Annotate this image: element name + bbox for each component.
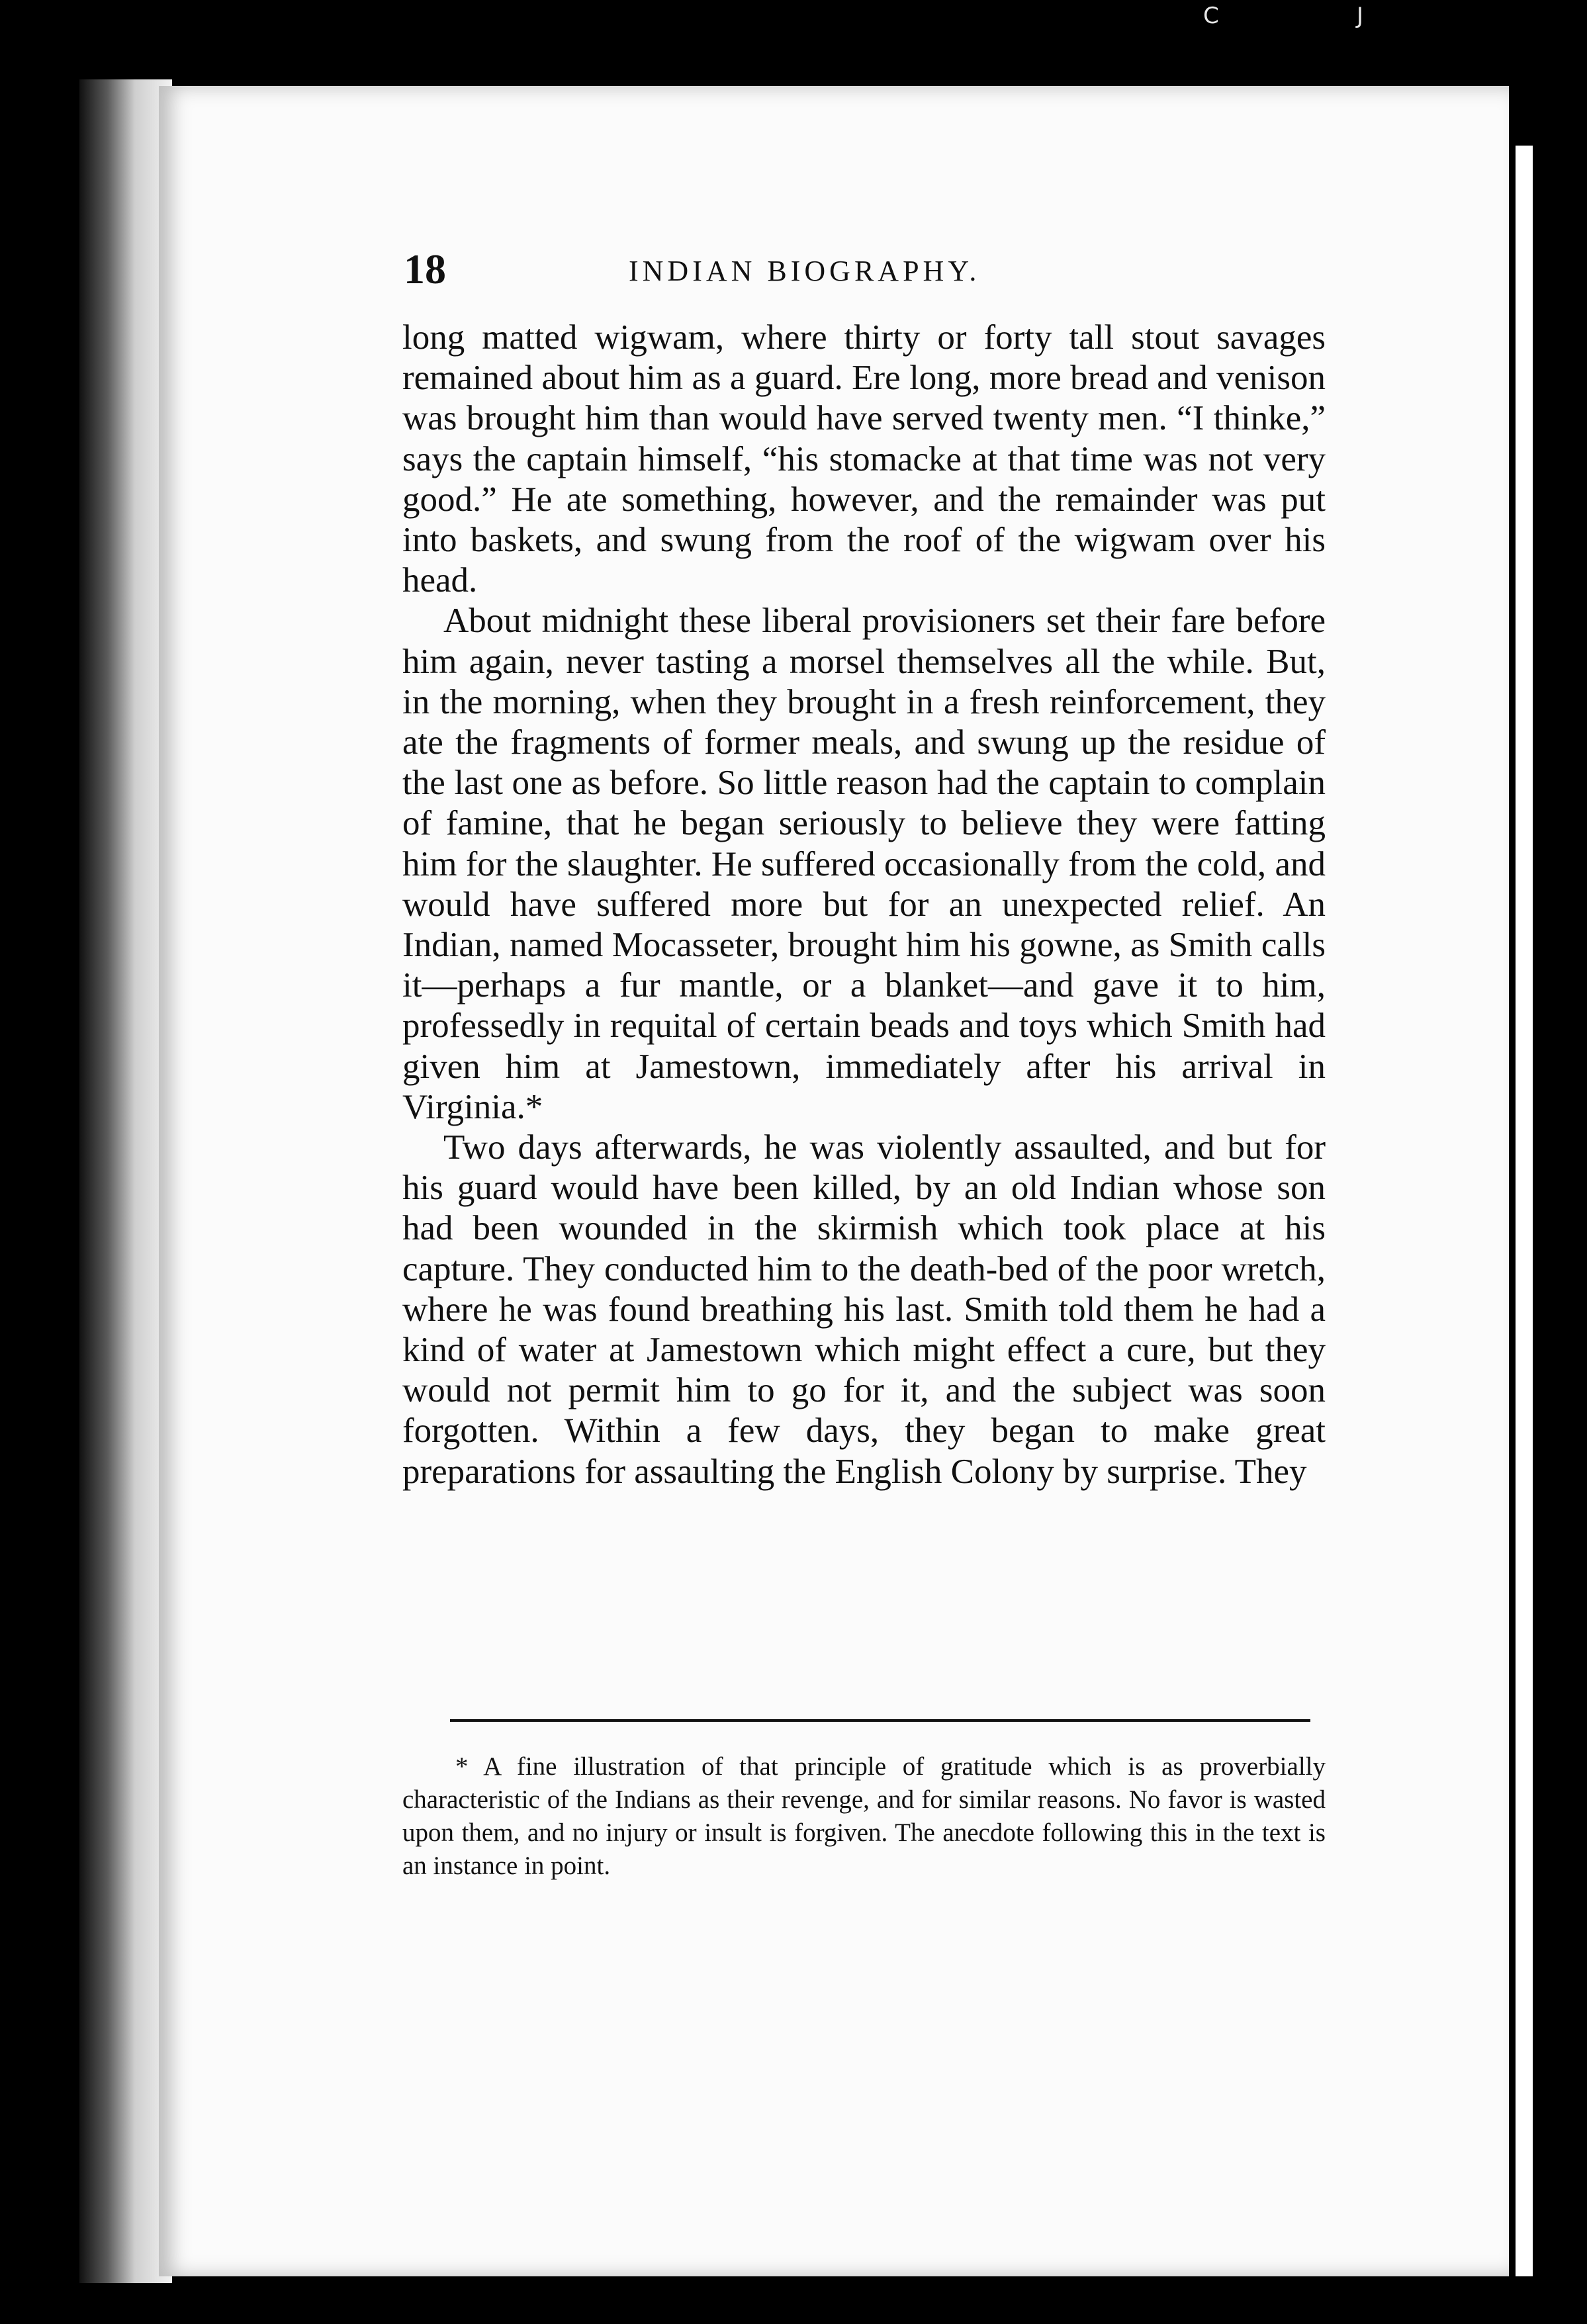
scan-mark-left: C xyxy=(1203,3,1219,29)
scan-top-border xyxy=(0,0,1587,86)
body-text xyxy=(402,318,1326,1492)
running-head: INDIAN BIOGRAPHY. xyxy=(629,255,981,287)
footnote-text: * A fine illustration of that principle of gratitude which is as proverbially characteristic of the Indians as their revenge, and for similar reasons. No favor is wasted upon them, and no injury or insult is forgiven. The anecdote following this in the text is an instance in point. xyxy=(402,1752,1326,1880)
next-page-edge xyxy=(1516,146,1533,2276)
scan-mark-right: J xyxy=(1357,3,1364,29)
paragraph-1: long matted wigwam, where thirty or forty tall stout savages remained about him as a guard. Ere long, more bread and venison was brought him than would have served twenty men. “I thinke,” says the captain himself, “his stomacke at that time was not very good.” He ate something, however, and the remainder was put into baskets, and swung from the roof of the wigwam over his head. xyxy=(402,318,1326,600)
paragraph-2: About midnight these liberal provisioners set their fare before him again, never tasting a morsel themselves all the while. But, in the morning, when they brought in a fresh reinforcement, they ate the fragments of former meals, and swung up the residue of the last one as before. So little reason had the captain to complain of famine, that he began seriously to believe they were fatting him for the slaughter. He suffered occasionally from the cold, and would have suffered more but for an unexpected relief. An Indian, named Mocasseter, brought him his gowne, as Smith calls it—perhaps a fur mantle, or a blanket—and gave it to him, professedly in requital of certain beads and toys which Smith had given him at Jamestown, immediately after his arrival in Virginia.* xyxy=(402,602,1326,1126)
paragraph-3: Two days afterwards, he was violently assaulted, and but for his guard would have been killed, by an old Indian whose son had been wounded in the skirmish which took place at his capture. They conducted him to the death-bed of the poor wretch, where he was found breathing his last. Smith told them he had a kind of water at Jamestown which might effect a cure, but they would not permit him to go for it, and the subject was soon forgotten. Within a few days, they began to make great preparations for assaulting the English Colony by surprise. They xyxy=(402,1128,1326,1491)
page-header xyxy=(404,245,1324,298)
page-number: 18 xyxy=(404,246,446,292)
book-spine-shadow xyxy=(79,79,172,2283)
footnote-divider xyxy=(450,1719,1310,1722)
footnote xyxy=(402,1750,1326,1883)
